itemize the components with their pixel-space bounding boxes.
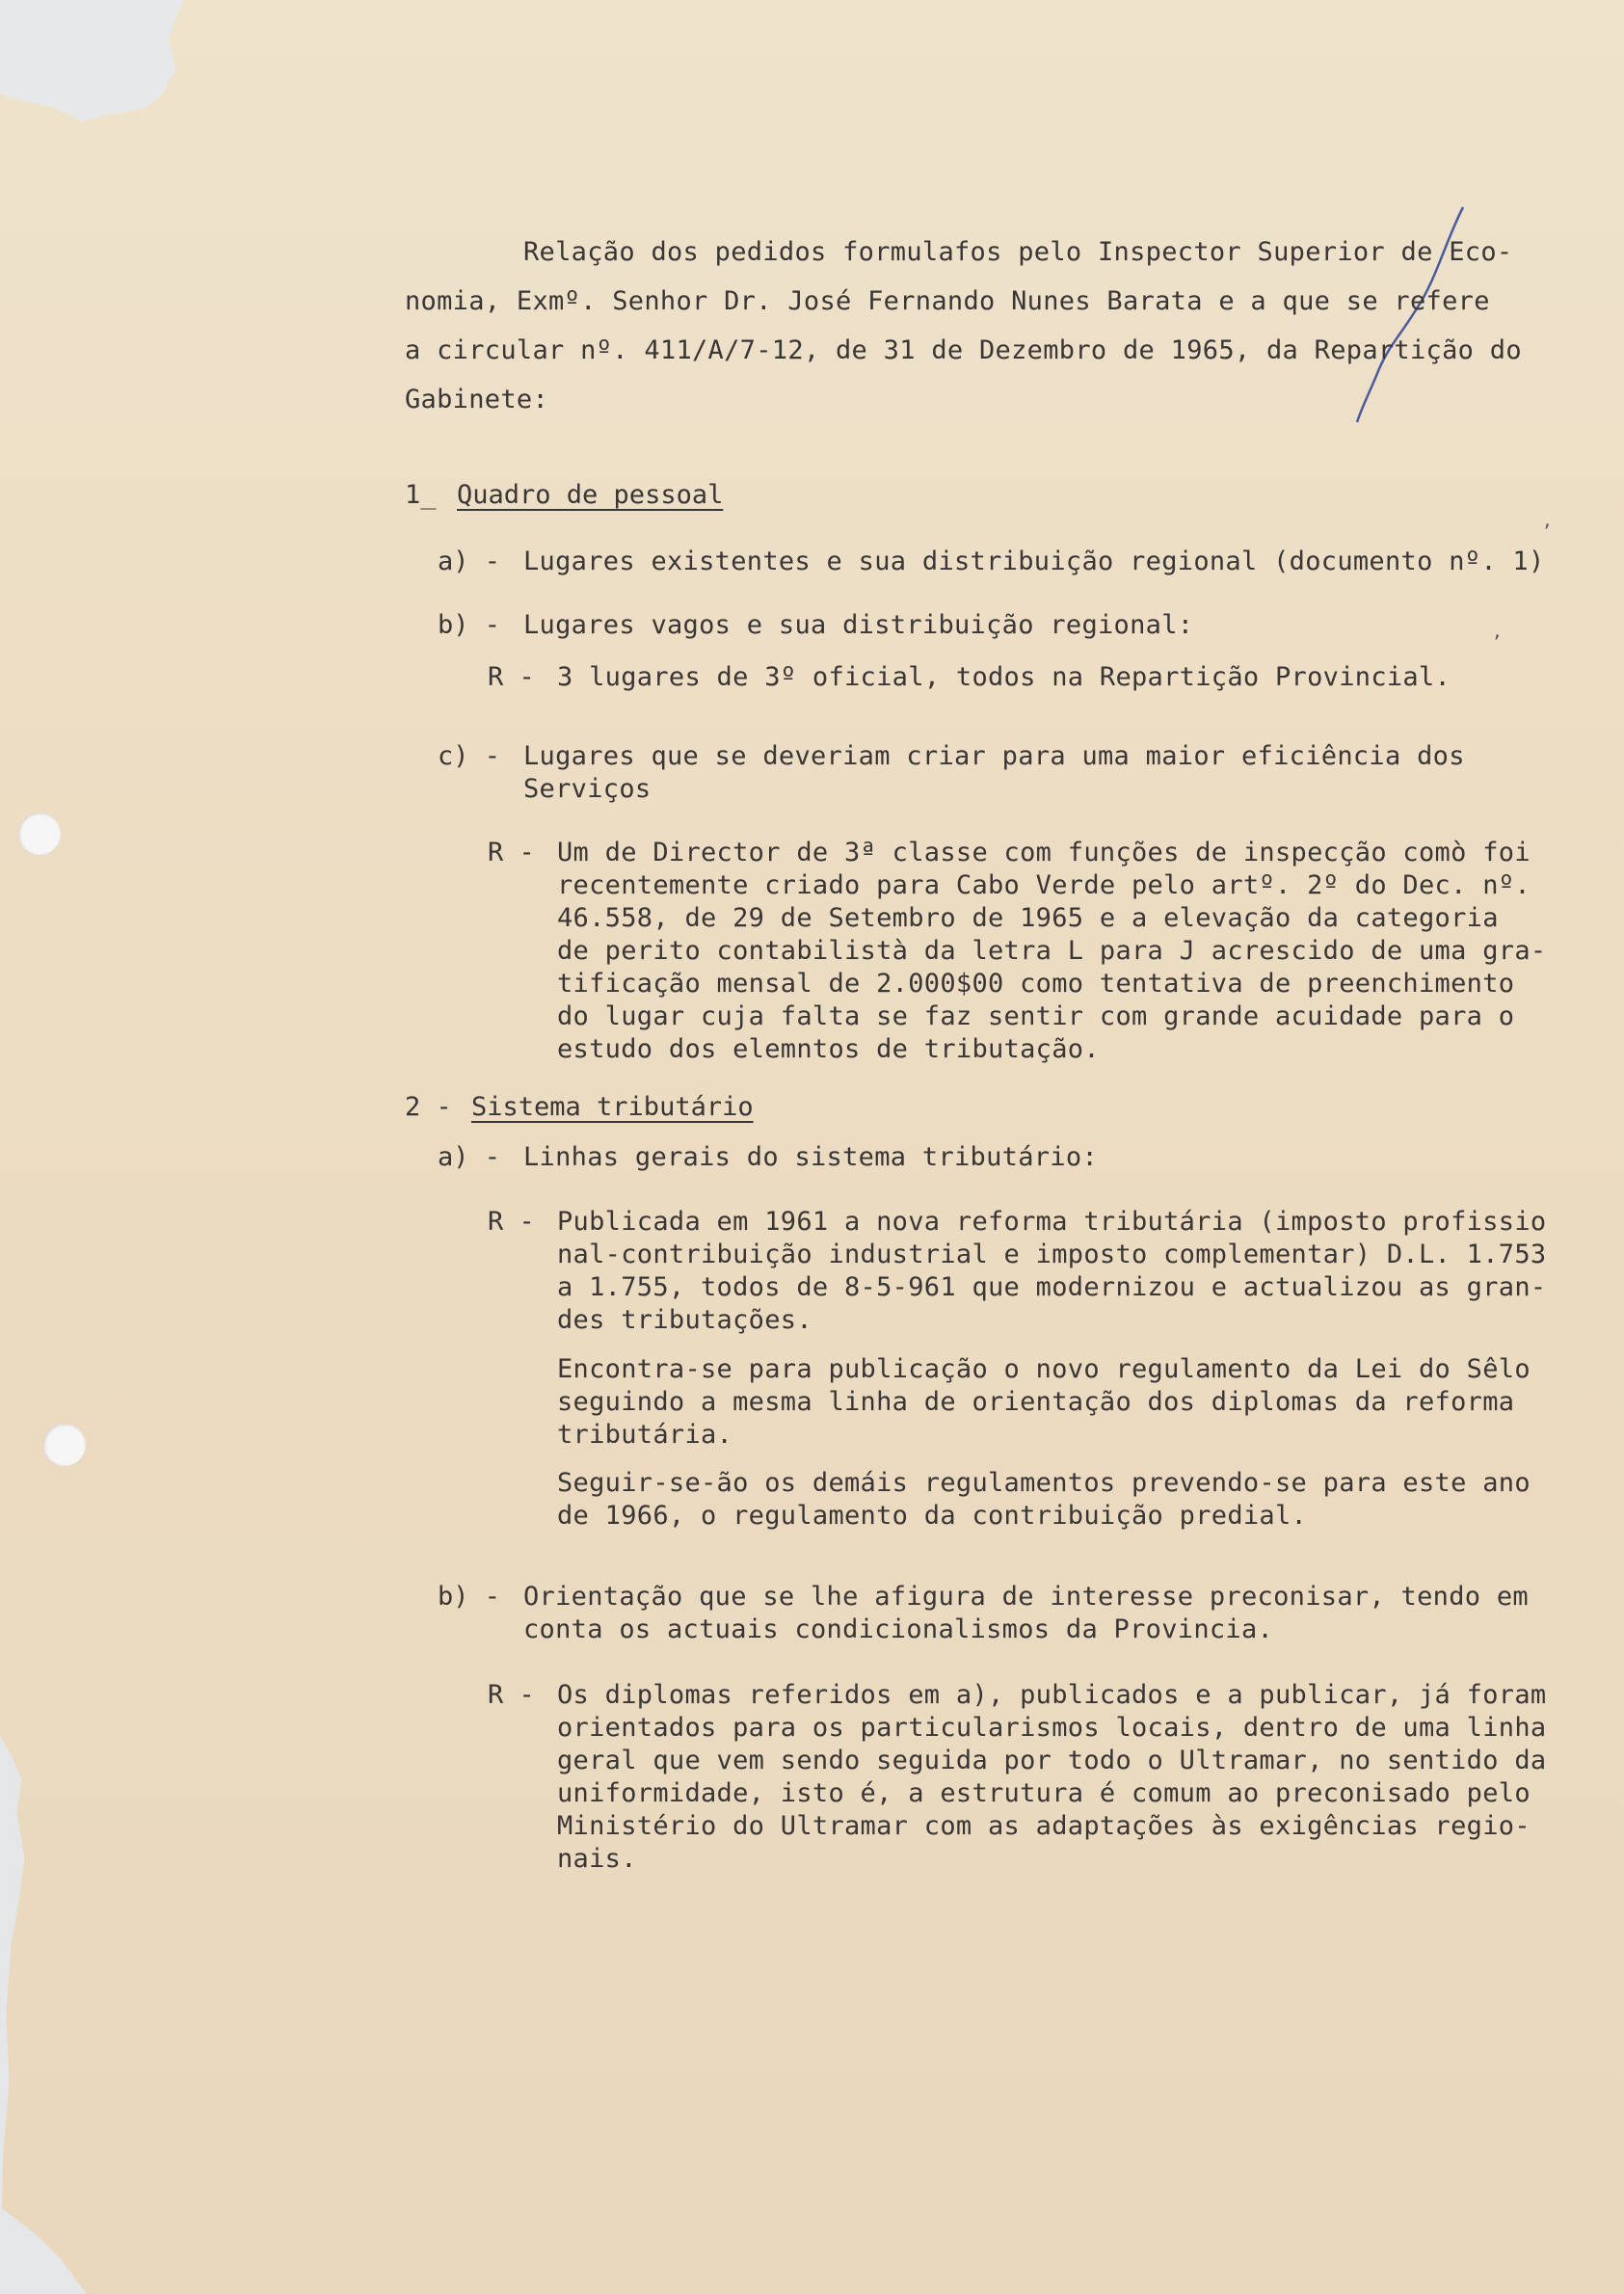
intro-line: Relação dos pedidos formulafos pelo Inspector Superior de Eco- — [523, 237, 1513, 267]
section-1-title: Quadro de pessoal — [457, 480, 724, 510]
punch-hole-bottom — [43, 1424, 86, 1466]
item-1c-text: Lugares que se deveriam criar para uma maior eficiência dos — [523, 741, 1465, 771]
item-2a-paragraph-3-line: de 1966, o regulamento da contribuição predial. — [557, 1501, 1308, 1531]
item-2a-paragraph-2-line: seguindo a mesma linha de orientação dos diplomas da reforma — [557, 1387, 1515, 1417]
item-1b-label: b) - — [438, 610, 501, 640]
section-1-number: 1_ — [405, 480, 437, 510]
item-1a-label: a) - — [438, 547, 501, 576]
item-1c-label: c) - — [438, 741, 501, 771]
item-1c-answer-line: estudo dos elemntos de tributação. — [557, 1034, 1100, 1064]
item-2b-text: Orientação que se lhe afigura de interesse preconisar, tendo em — [523, 1582, 1529, 1612]
item-1b-answer-label: R - — [488, 662, 535, 692]
torn-left-edge — [0, 1735, 31, 2294]
item-2a-answer-line: nal-contribuição industrial e imposto complementar) D.L. 1.753 — [557, 1240, 1547, 1269]
item-1c-answer-line: de perito contabilistà da letra L para J acrescido de uma gra- — [557, 936, 1547, 966]
item-2a-answer-line: des tributações. — [557, 1305, 812, 1335]
punch-hole-top — [18, 813, 61, 855]
torn-corner — [0, 0, 183, 173]
item-2b-answer-line: Ministério do Ultramar com as adaptações às exigências regio- — [557, 1811, 1531, 1841]
item-1c-answer-line: tificação mensal de 2.000$00 como tentativa de preenchimento — [557, 969, 1515, 999]
item-2a-answer-line: Publicada em 1961 a nova reforma tributária (imposto profissio — [557, 1207, 1547, 1237]
item-2a-answer-line: a 1.755, todos de 8-5-961 que modernizou e actualizou as gran- — [557, 1272, 1547, 1302]
item-1b-answer: 3 lugares de 3º oficial, todos na Repartição Provincial. — [557, 662, 1451, 692]
item-2b-answer-line: Os diplomas referidos em a), publicados e a publicar, já foram — [557, 1680, 1547, 1710]
item-1c-answer-line: 46.558, de 29 de Setembro de 1965 e a elevação da categoria — [557, 903, 1499, 933]
item-1c-answer-line: do lugar cuja falta se faz sentir com grande acuidade para o — [557, 1001, 1515, 1031]
item-1c-answer-line: Um de Director de 3ª classe com funções de inspecção comò foi — [557, 838, 1531, 867]
item-1c-answer-label: R - — [488, 838, 535, 867]
item-2b-answer-label: R - — [488, 1680, 535, 1710]
stray-mark: , — [1542, 511, 1553, 531]
item-2b-label: b) - — [438, 1582, 501, 1612]
torn-bottom-corner — [0, 2207, 87, 2294]
item-2b-answer-line: nais. — [557, 1844, 637, 1874]
item-1b-text: Lugares vagos e sua distribuição regional: — [523, 610, 1194, 640]
item-1c-answer-line: recentemente criado para Cabo Verde pelo artº. 2º do Dec. nº. — [557, 870, 1531, 900]
intro-line: nomia, Exmº. Senhor Dr. José Fernando Nunes Barata e a que se refere — [405, 286, 1490, 316]
section-2-number: 2 - — [405, 1092, 452, 1122]
item-2a-label: a) - — [438, 1142, 501, 1172]
stray-mark: , — [1492, 622, 1503, 642]
item-2a-paragraph-2-line: tributária. — [557, 1420, 733, 1450]
item-2a-paragraph-3-line: Seguir-se-ão os demáis regulamentos prevendo-se para este ano — [557, 1468, 1531, 1498]
intro-line: a circular nº. 411/A/7-12, de 31 de Dezembro de 1965, da Repartição do — [405, 335, 1522, 365]
item-2a-text: Linhas gerais do sistema tributário: — [523, 1142, 1098, 1172]
item-2b-answer-line: uniformidade, isto é, a estrutura é comum ao preconisado pelo — [557, 1778, 1531, 1808]
item-2a-answer-label: R - — [488, 1207, 535, 1237]
item-1c-text: Serviços — [523, 774, 652, 804]
item-2b-answer-line: orientados para os particularismos locais, dentro de uma linha — [557, 1713, 1547, 1743]
item-2a-paragraph-2-line: Encontra-se para publicação o novo regulamento da Lei do Sêlo — [557, 1354, 1531, 1384]
section-2-title: Sistema tributário — [471, 1092, 754, 1122]
intro-line: Gabinete: — [405, 385, 548, 414]
item-1a-text: Lugares existentes e sua distribuição regional (documento nº. 1) — [523, 547, 1545, 576]
item-2b-text: conta os actuais condicionalismos da Provincia. — [523, 1614, 1274, 1644]
item-2b-answer-line: geral que vem sendo seguida por todo o Ultramar, no sentido da — [557, 1746, 1547, 1775]
